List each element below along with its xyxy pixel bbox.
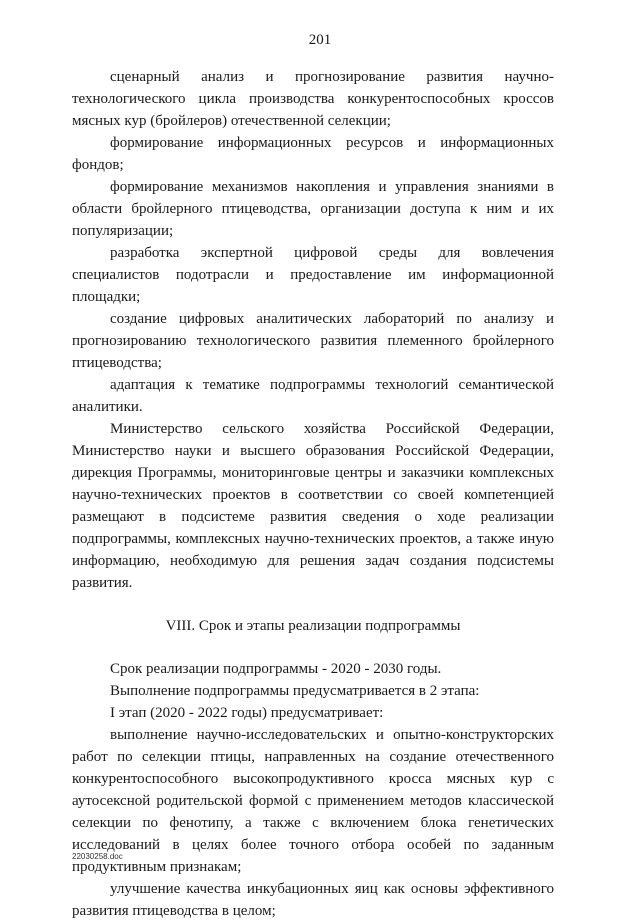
paragraph-information-resources: формирование информационных ресурсов и информационных фондов; [72, 135, 554, 173]
paragraph-knowledge-management: формирование механизмов накопления и управления знаниями в области бройлерного птицеводства, организации доступа к ним и их популяризации; [72, 179, 554, 239]
paragraph-expert-digital-environment: разработка экспертной цифровой среды для вовлечения специалистов подотрасли и предоставление им информационной площадки; [72, 245, 554, 305]
paragraph-research-works: выполнение научно-исследовательских и опытно-конструкторских работ по селекции птицы, направленных на создание отечественного конкурентоспособного высокопродуктивного кросса мясных кур с аутосексной родительской формой с применением методов классической селекции по фенотипу, а также с включением блока генетических исследований в целях более точного отбора особей по заданным продуктивным признакам; [72, 727, 554, 875]
paragraph-scenario-analysis: сценарный анализ и прогнозирование развития научно-технологического цикла производства конкурентоспособных кроссов мясных кур (бройлеров) отечественной селекции; [72, 69, 554, 129]
paragraph-egg-quality: улучшение качества инкубационных яиц как основы эффективного развития птицеводства в целом; [72, 881, 554, 919]
paragraph-digital-labs: создание цифровых аналитических лабораторий по анализу и прогнозированию технологического развития племенного бройлерного птицеводства; [72, 311, 554, 371]
paragraph-stage-one: I этап (2020 - 2022 годы) предусматривает: [110, 705, 384, 721]
paragraph-term: Срок реализации подпрограммы - 2020 - 2030 годы. [110, 661, 442, 677]
paragraph-stages: Выполнение подпрограммы предусматривается в 2 этапа: [110, 683, 480, 699]
document-body [72, 66, 554, 922]
page-number: 201 [308, 32, 332, 48]
paragraph-ministries: Министерство сельского хозяйства Российской Федерации, Министерство науки и высшего образования Российской Федерации, дирекция Программы, мониторинговые центры и заказчики комплексных научно-технических проектов в соответствии со своей компетенцией размещают в подсистеме развития сведения о ходе реализации подпрограммы, комплексных научно-технических проектов, а также иную информацию, необходимую для решения задач создания подсистемы развития. [72, 421, 554, 591]
paragraph-semantic-analytics: адаптация к тематике подпрограммы технологий семантической аналитики. [72, 377, 554, 415]
section-heading: VIII. Срок и этапы реализации подпрограммы [165, 618, 461, 634]
footer-filename: 22030258.doc [72, 852, 123, 861]
